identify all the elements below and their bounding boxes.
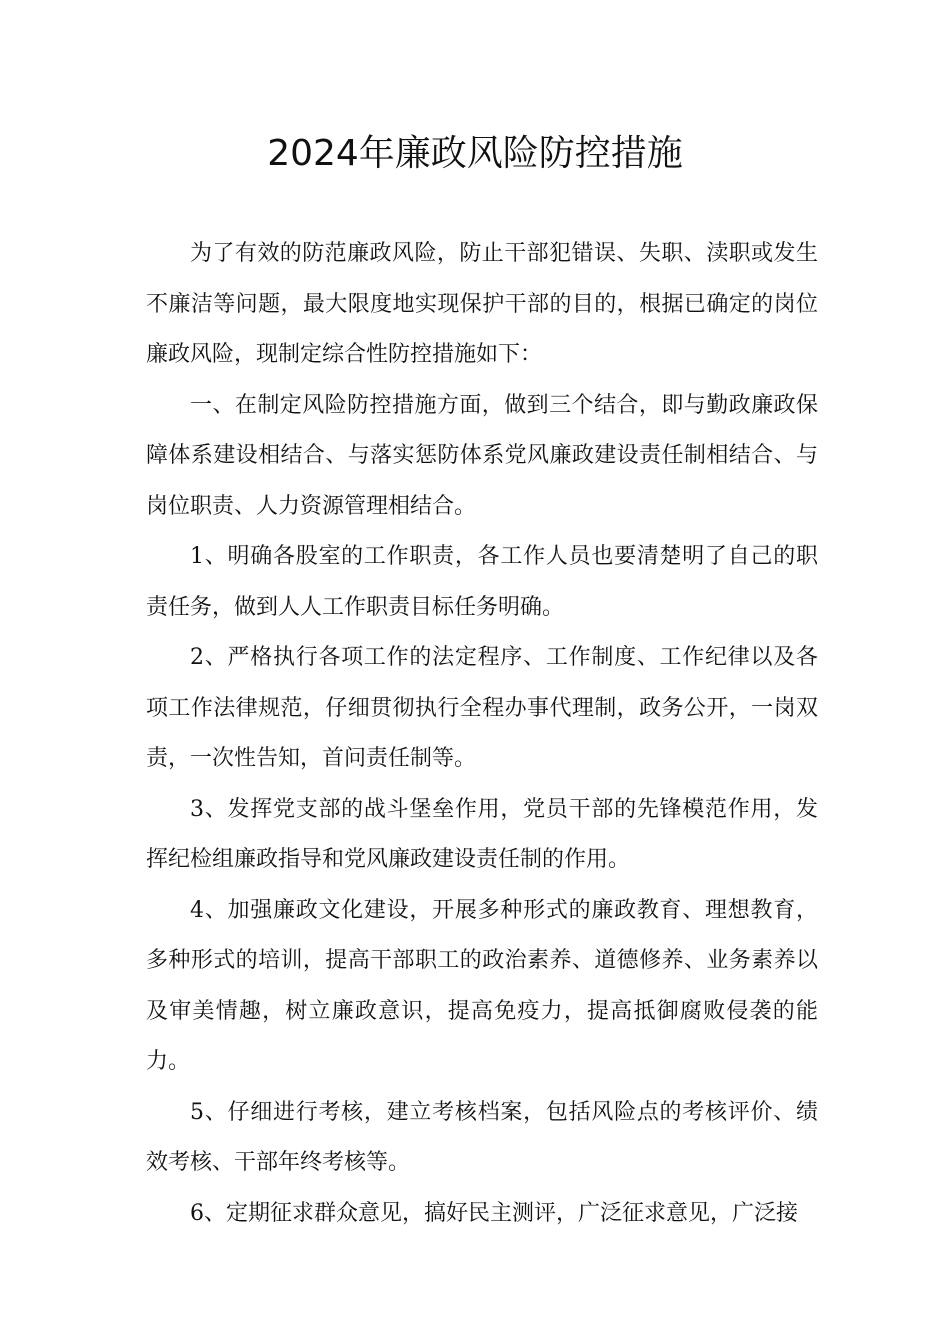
paragraph-item-6: 6、定期征求群众意见，搞好民主测评，广泛征求意见，广泛接 (190, 1200, 798, 1226)
paragraph-intro: 为了有效的防范廉政风险，防止干部犯错误、失职、渎职或发生不廉洁等问题，最大限度地实现保护干部的目的，根据已确定的岗位廉政风险，现制定综合性防控措施如下： (146, 241, 818, 367)
paragraph-item-4: 4、加强廉政文化建设，开展多种形式的廉政教育、理想教育，多种形式的培训，提高干部职工的政治素养、道德修养、业务素养以及审美情趣，树立廉政意识，提高免疫力，提高抵御腐败侵袭的能力。 (146, 897, 818, 1074)
paragraph-item-3: 3、发挥党支部的战斗堡垒作用，党员干部的先锋模范作用，发挥纪检组廉政指导和党风廉政建设责任制的作用。 (146, 796, 818, 872)
document-body (146, 229, 818, 1239)
paragraph-item-2: 2、严格执行各项工作的法定程序、工作制度、工作纪律以及各项工作法律规范，仔细贯彻执行全程办事代理制，政务公开，一岗双责，一次性告知，首问责任制等。 (146, 645, 818, 771)
paragraph-section-one: 一、在制定风险防控措施方面，做到三个结合，即与勤政廉政保障体系建设相结合、与落实惩防体系党风廉政建设责任制相结合、与岗位职责、人力资源管理相结合。 (146, 392, 818, 519)
paragraph-item-5: 5、仔细进行考核，建立考核档案，包括风险点的考核评价、绩效考核、干部年终考核等。 (146, 1099, 818, 1175)
paragraph-item-1: 1、明确各股室的工作职责，各工作人员也要清楚明了自己的职责任务，做到人人工作职责目标任务明确。 (146, 544, 818, 620)
document-title: 2024年廉政风险防控措施 (267, 133, 683, 174)
